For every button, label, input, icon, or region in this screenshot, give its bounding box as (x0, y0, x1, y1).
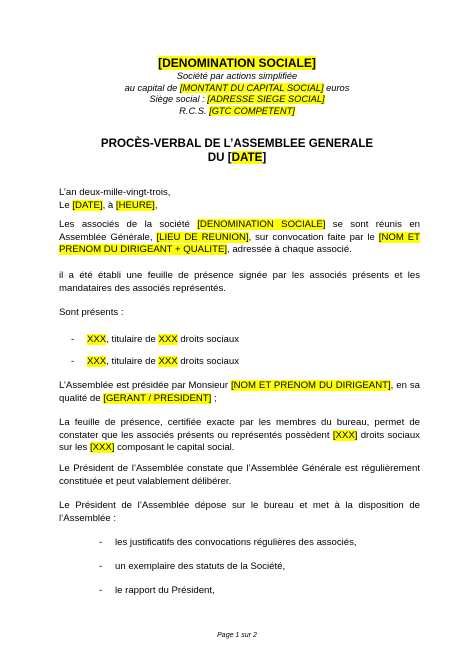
chair-text-3: ; (211, 392, 217, 404)
intro-hour-placeholder: [HEURE] (115, 199, 155, 211)
title-bracket-close: ] (262, 151, 267, 165)
intro-comma: , (154, 199, 158, 211)
document-item (99, 561, 285, 574)
present-name-placeholder: XXX (87, 356, 107, 367)
company-name-placeholder: [DENOMINATION SOCIALE] (158, 56, 316, 70)
validity-paragraph: Le Président de l’Assemblée constate que l’Assemblée Générale est régulièrement constituée et peut valablement délibérer. (59, 463, 420, 487)
title-date-placeholder: DATE (231, 151, 263, 165)
chair-role-placeholder: [GERANT / PRESIDENT] (103, 392, 212, 404)
chair-name-placeholder: [NOM ET PRENOM DU DIRIGEANT] (230, 380, 391, 391)
capital-unit: euros (323, 82, 350, 93)
rcs-placeholder: [GTC COMPETENT] (209, 105, 295, 116)
title-du: DU (207, 151, 228, 165)
document-item (99, 585, 215, 598)
document-item (99, 537, 357, 550)
present-shares-placeholder: XXX (158, 334, 178, 345)
present-end: droits sociaux (177, 356, 239, 367)
attendance-paragraph: il a été établi une feuille de présence signée par les associés présents et les mandataires des associés représentés. (59, 270, 420, 294)
present-heading: Sont présents : (59, 307, 124, 318)
seat-label: Siège social : (149, 94, 208, 105)
director-placeholder: [NOM ET PRENOM DU DIRIGEANT + QUALITE] (59, 231, 421, 256)
assoc-text-1: Les associés de la société (59, 219, 198, 230)
intro-paragraph (59, 187, 420, 212)
company-name (0, 56, 474, 71)
meeting-place-placeholder: [LIEU DE REUNION] (156, 231, 249, 243)
present-shares-placeholder: XXX (158, 356, 178, 367)
title-bracket-open: [ (227, 151, 232, 165)
intro-a: , à (102, 199, 116, 211)
assoc-company-placeholder: [DENOMINATION SOCIALE] (197, 219, 326, 230)
company-rcs (0, 106, 474, 118)
assoc-text-4: , adressée à chaque associé. (227, 244, 352, 256)
company-seat (0, 94, 474, 106)
present-text: , titulaire de (106, 334, 159, 345)
title-line-1: PROCÈS-VERBAL DE L’ASSEMBLEE GENERALE (100, 137, 374, 150)
chair-text-2: , en sa qualité de (59, 380, 420, 404)
quorum-text-1: La feuille de présence, certifiée exacte par les membres du bureau, permet de constater que les associés présents ou représentés possèdent (59, 417, 420, 441)
document-item-text: un exemplaire des statuts de la Société, (115, 561, 286, 572)
quorum-total-placeholder: [XXX] (89, 442, 115, 454)
chair-text-1: L’Assemblée est présidée par Monsieur (59, 380, 231, 391)
quorum-text-3: composant le capital social. (114, 442, 235, 454)
page-number: Page 1 sur 2 (217, 632, 257, 639)
document-title (0, 137, 474, 165)
document-dash: - (99, 537, 103, 548)
present-item (71, 356, 239, 369)
documents-paragraph: Le Président de l’Assemblée dépose sur le bureau et met à la disposition de l’Assemblée : (59, 500, 420, 524)
company-header (0, 56, 474, 117)
present-dash: - (71, 334, 75, 345)
quorum-shares-placeholder: [XXX] (332, 429, 358, 441)
document-item-text: le rapport du Président, (115, 585, 215, 596)
present-item (71, 334, 239, 347)
intro-le: Le (59, 199, 73, 211)
quorum-paragraph (59, 417, 420, 455)
present-dash: - (71, 356, 75, 367)
capital-placeholder: [MONTANT DU CAPITAL SOCIAL] (179, 82, 324, 93)
chair-paragraph (59, 380, 420, 405)
present-end: droits sociaux (177, 334, 239, 345)
document-item-text: les justificatifs des convocations régulières des associés, (115, 537, 357, 548)
company-form: Société par actions simplifiée (176, 71, 298, 81)
seat-placeholder: [ADRESSE SIEGE SOCIAL] (207, 94, 325, 105)
intro-date-line (59, 200, 420, 213)
assembly-paragraph (59, 219, 420, 257)
intro-date-placeholder: [DATE] (72, 199, 103, 211)
title-line-2 (0, 151, 474, 165)
intro-year: L’an deux-mille-vingt-trois, (59, 187, 171, 198)
document-dash: - (99, 561, 103, 572)
quorum-text-2: droits sociaux sur les (59, 429, 420, 454)
assoc-text-2: se sont réunis en Assemblée Générale, (59, 219, 420, 243)
present-name-placeholder: XXX (87, 334, 107, 345)
rcs-label: R.C.S. (179, 105, 210, 116)
company-capital (0, 83, 474, 95)
present-text: , titulaire de (106, 356, 159, 367)
assoc-text-3: , sur convocation faite par le (248, 231, 379, 243)
document-dash: - (99, 585, 103, 596)
capital-label: au capital de (124, 82, 180, 93)
